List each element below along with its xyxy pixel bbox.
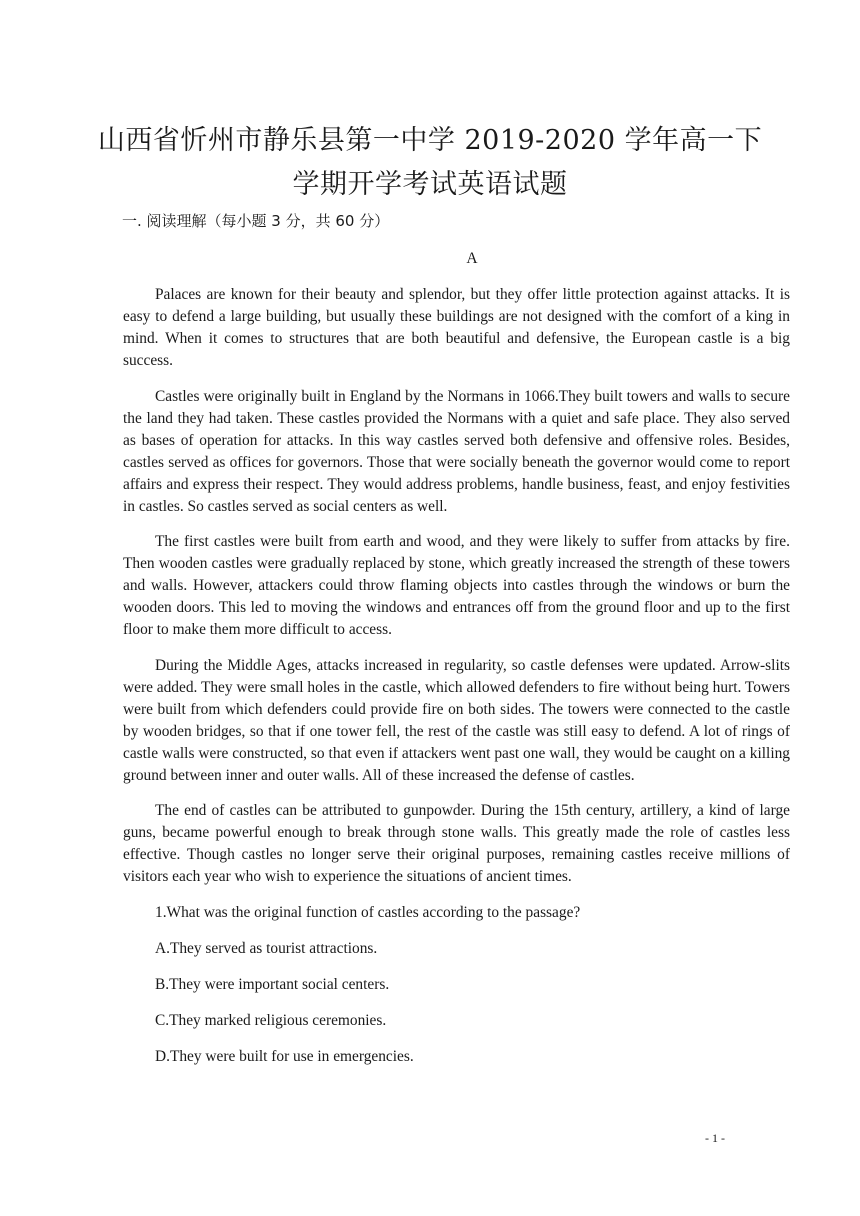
answer-option-b: B.They were important social centers.	[155, 975, 390, 993]
paragraph: During the Middle Ages, attacks increased in regularity, so castle defenses were updated. Arrow-slits were added. They were small holes in the castle, which allowed defenders to fire without being hurt. Towers were built from which defenders could provide fire on both sides. The towers were connected to the castle by wooden bridges, so that if one tower fell, the rest of the castle was still easy to defend. A lot of rings of castle walls were constructed, so that even if attackers went past one wall, they would be caught on a killing ground between inner and outer walls. All of these increased the defense of castles.	[123, 656, 790, 784]
paragraph: The end of castles can be attributed to gunpowder. During the 15th century, artillery, a kind of large guns, became powerful enough to break through stone walls. This greatly made the role of castles less effective. Though castles no longer serve their original purposes, remaining castles receive millions of visitors each year who wish to experience the situations of ancient times.	[123, 802, 790, 885]
question-stem: 1.What was the original function of castles according to the passage?	[155, 903, 581, 921]
page-number: - 1 -	[705, 1131, 725, 1145]
passage-body	[123, 284, 790, 1082]
document-title-line-2: 学期开学考试英语试题	[292, 169, 568, 200]
answer-option-d: D.They were built for use in emergencies.	[155, 1047, 414, 1065]
document-title-line-1: 山西省忻州市静乐县第一中学 2019-2020 学年高一下	[97, 125, 763, 156]
paragraph: Castles were originally built in England by the Normans in 1066.They built towers and walls to secure the land they had taken. These castles provided the Normans with a quiet and safe place. They also served as bases of operation for attacks. In this way castles served both defensive and offensive roles. Besides, castles served as offices for governors. Those that were socially beneath the governor would come to report affairs and express their respect. They would address problems, handle business, feast, and enjoy festivities in castles. So castles served as social centers as well.	[123, 387, 790, 515]
passage-label: A	[466, 250, 478, 267]
section-heading: 一. 阅读理解（每小题 3 分，共 60 分）	[122, 212, 390, 230]
paragraph: The first castles were built from earth and wood, and they were likely to suffer from attacks by fire. Then wooden castles were gradually replaced by stone, which greatly increased the strength of these towers and walls. However, attackers could throw flaming objects into castles through the windows or burn the wooden doors. This led to moving the windows and entrances off from the ground floor and up to the first floor to make them more difficult to access.	[123, 533, 790, 638]
paragraph: Palaces are known for their beauty and splendor, but they offer little protection against attacks. It is easy to defend a large building, but usually these buildings are not designed with the comfort of a king in mind. When it comes to structures that are both beautiful and defensive, the European castle is a big success.	[123, 286, 790, 369]
answer-option-c: C.They marked religious ceremonies.	[155, 1011, 387, 1029]
answer-option-a: A.They served as tourist attractions.	[155, 939, 378, 957]
